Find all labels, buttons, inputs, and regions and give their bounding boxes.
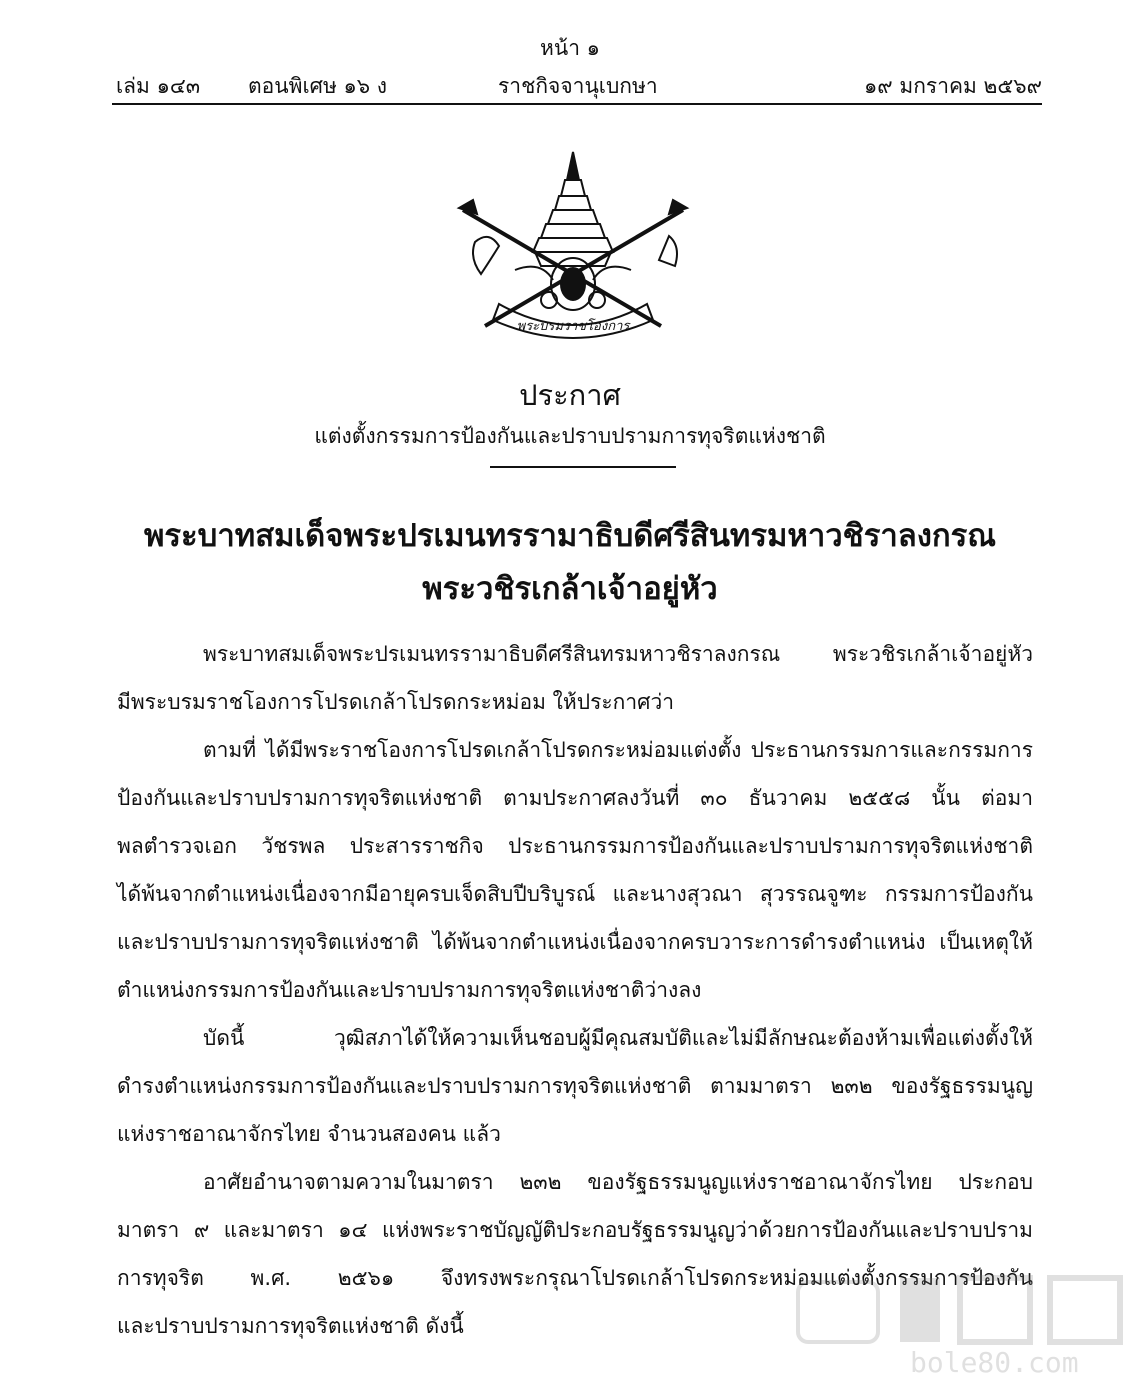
watermark-logo [790,1268,1135,1378]
page-number: หน้า ๑ [540,36,600,60]
body-line: ได้พ้นจากตำแหน่งเนื่องจากมีอายุครบเจ็ดสิบปีบริบูรณ์ และนางสุวณา สุวรรณจูฑะ กรรมการป้องกัน [117,882,1033,906]
title-rule [490,466,676,468]
seal-inscription: พระบรมราชโองการ [516,319,630,334]
body-line: บัดนี้ วุฒิสภาได้ให้ความเห็นชอบผู้มีคุณสมบัติและไม่มีลักษณะต้องห้ามเพื่อแต่งตั้งให้ [203,1026,1033,1050]
publication-date: ๑๙ มกราคม ๒๕๖๙ [863,74,1042,98]
body-line: ป้องกันและปราบปรามการทุจริตแห่งชาติ ตามประกาศลงวันที่ ๓๐ ธันวาคม ๒๕๕๘ นั้น ต่อมา [117,786,1033,810]
king-name-line-1: พระบาทสมเด็จพระปรเมนทรรามาธิบดีศรีสินทรมหาวชิราลงกรณ [143,518,997,554]
gazette-header [114,70,1042,104]
body-line: ตำแหน่งกรรมการป้องกันและปราบปรามการทุจริตแห่งชาติว่างลง [117,978,702,1002]
body-line: และปราบปรามการทุจริตแห่งชาติ ดังนี้ [117,1314,464,1338]
royal-garuda-seal-icon [455,150,691,340]
volume-label: เล่ม ๑๔๓ [116,74,201,98]
body-line: ดำรงตำแหน่งกรรมการป้องกันและปราบปรามการทุจริตแห่งชาติ ตามมาตรา ๒๓๒ ของรัฐธรรมนูญ [117,1074,1033,1098]
body-line: พลตำรวจเอก วัชรพล ประสารราชกิจ ประธานกรรมการป้องกันและปราบปรามการทุจริตแห่งชาติ [117,834,1033,858]
body-line: อาศัยอำนาจตามความในมาตรา ๒๓๒ ของรัฐธรรมนูญแห่งราชอาณาจักรไทย ประกอบ [203,1170,1033,1194]
body-line: พระบาทสมเด็จพระปรเมนทรรามาธิบดีศรีสินทรมหาวชิราลงกรณ พระวชิรเกล้าเจ้าอยู่หัว [203,642,1033,666]
announcement-title: ประกาศ [519,378,621,412]
issue-label: ตอนพิเศษ ๑๖ ง [248,74,388,98]
gazette-name: ราชกิจจานุเบกษา [498,74,658,98]
header-rule [112,103,1042,105]
announcement-subtitle: แต่งตั้งกรรมการป้องกันและปราบปรามการทุจริตแห่งชาติ [314,424,826,448]
body-line: แห่งราชอาณาจักรไทย จำนวนสองคน แล้ว [117,1122,501,1146]
body-line: และปราบปรามการทุจริตแห่งชาติ ได้พ้นจากตำแหน่งเนื่องจากครบวาระการดำรงตำแหน่ง เป็นเหตุให้ [117,930,1033,954]
body-line: การทุจริต พ.ศ. ๒๕๖๑ จึงทรงพระกรุณาโปรดเกล้าโปรดกระหม่อมแต่งตั้งกรรมการป้องกัน [117,1266,1033,1290]
body-line: มาตรา ๙ และมาตรา ๑๔ แห่งพระราชบัญญัติประกอบรัฐธรรมนูญว่าด้วยการป้องกันและปราบปราม [117,1218,1033,1242]
watermark-text: bole80.com [910,1346,1079,1378]
body-line: ตามที่ ได้มีพระราชโองการโปรดเกล้าโปรดกระหม่อมแต่งตั้ง ประธานกรรมการและกรรมการ [203,738,1033,762]
body-line: มีพระบรมราชโองการโปรดเกล้าโปรดกระหม่อม ให้ประกาศว่า [117,690,675,714]
king-name-line-2: พระวชิรเกล้าเจ้าอยู่หัว [422,571,718,607]
